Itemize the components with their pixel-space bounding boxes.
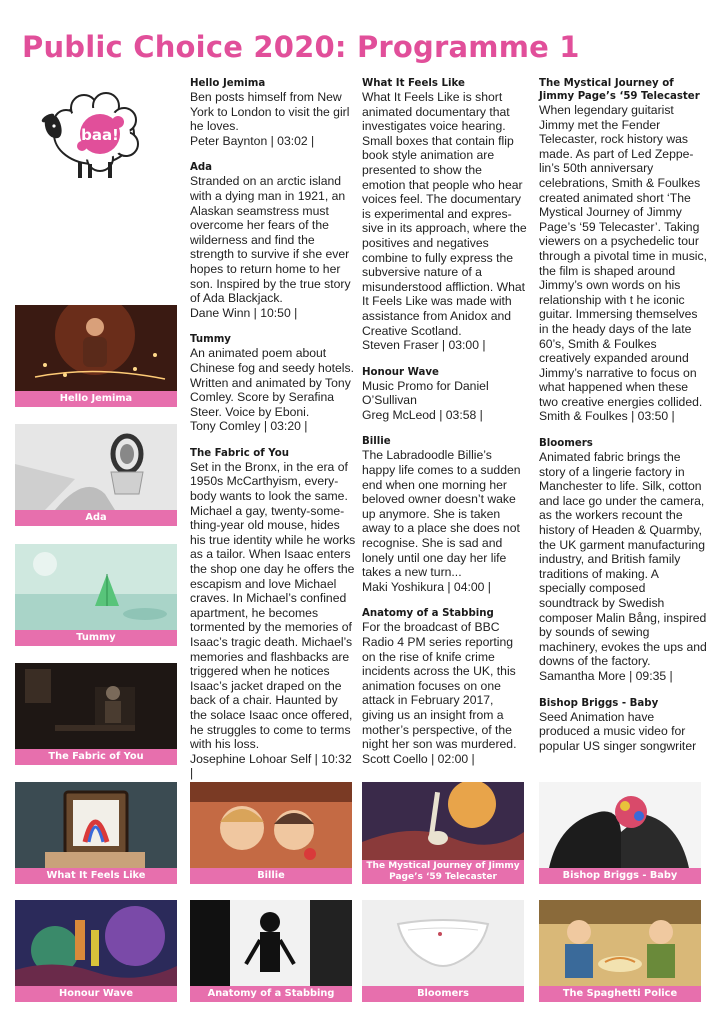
film-title: Bishop Briggs - Baby	[539, 697, 659, 709]
mystical-journey-image	[362, 782, 524, 868]
film-credit: Tony Comley | 03:20 |	[190, 419, 308, 434]
logo-text: baa!	[81, 126, 119, 144]
thumbnail-ada	[15, 424, 177, 526]
film-description: The Labradoodle Billie’s happy life comes to a sudden end when one morning her beloved owner doesn’t wake up anymore. She is taken away to a place she does not recognise. She is sad and lonely until one day her life takes a new turn...	[362, 448, 521, 580]
thumbnail-bloomers	[362, 900, 524, 1002]
film-description: Set in the Bronx, in the era of 1950s McCarthyism, every-body wants to look the same. Michael a gay, twenty-some-thing-year old mouse, hides his true identity while he works as a tailor. When Isaac enters the shop one day he offers the escapism and love Michael craves. In Michael’s confined apartment, he becomes tormented by the memories of Isaac’s tragic death. Michael’s memories and flashbacks are triggered when he notices Isaac’s jacket draped on the back of a chair. Haunted by the solace Isaac once offered, he struggles to come to terms with his loss.	[190, 459, 356, 752]
film-credit: Dane Winn | 10:50 |	[190, 305, 298, 320]
billie-image	[190, 782, 352, 868]
tummy-image	[15, 544, 177, 630]
thumbnail-fabric-of-you	[15, 663, 177, 765]
ada-image	[15, 424, 177, 510]
thumbnail-caption: The Mystical Journey of Jimmy Page’s ‘59 Telecaster	[362, 860, 524, 884]
film-title: Billie	[362, 436, 391, 448]
thumbnail-billie	[190, 782, 352, 884]
film-title: The Mystical Journey of Jimmy Page’s ‘59 Telecaster	[539, 78, 700, 102]
film-entry	[362, 366, 528, 423]
film-title: Bloomers	[539, 438, 593, 450]
hello-jemima-image	[15, 305, 177, 391]
spaghetti-police-image	[539, 900, 701, 986]
thumbnail-tummy	[15, 544, 177, 646]
film-credit: Scott Coello | 02:00 |	[362, 751, 475, 766]
thumbnail-what-it-feels-like	[15, 782, 177, 884]
thumbnail-caption: Tummy	[15, 630, 177, 646]
film-entry	[190, 161, 356, 320]
fabric-of-you-image	[15, 663, 177, 749]
film-description: For the broadcast of BBC Radio 4 PM series reporting on the rise of knife crime incidents across the UK, this animation focuses on one attack in February 2017, giving us an insight from a mother’s perspective, of the night her son was murdered.	[362, 620, 517, 752]
thumbnail-anatomy-of-a-stabbing	[190, 900, 352, 1002]
film-description: What It Feels Like is short animated documentary that investigates voice hearing. Small boxes that contain flip book style animation are presented to show the emotion that people who hear voices feel. The documentary is experimental and expres-sive in its approach, where the positives and negatives combine to fully express the subversive nature of a misunderstood affliction. What It Feels Like was made with assistance from Anidox and Creative Scotland.	[362, 90, 527, 338]
column-1	[190, 77, 356, 794]
thumbnail-honour-wave	[15, 900, 177, 1002]
page-title: Public Choice 2020: Programme 1	[22, 30, 580, 64]
film-description: When legendary guitarist Jimmy met the Fender Telecaster, rock history was made. As part of Led Zeppe-lin’s 50th anniversary celebrations, Smith & Foulkes created animated short ‘The Mystical Journey of Jimmy Page’s ‘59 Telecaster’. Taking viewers on a psychedelic tour through a pivotal time in music, the film is shaped around Jimmy’s own words on his relationship with t he iconic guitar. Immersing themselves in the heady days of the late 60’s, Smith & Foulkes creatively expanded around Jimmy’s narrative to focus on what happened when these two creative energies collided.	[539, 103, 707, 409]
film-entry	[362, 435, 528, 594]
film-title: Tummy	[190, 334, 231, 346]
thumbnail-mystical-journey	[362, 782, 524, 884]
bishop-briggs-image	[539, 782, 701, 868]
film-description: An animated poem about Chinese fog and seedy hotels. Written and animated by Tony Comley. Score by Serafina Steer. Voice by Eboni.	[190, 346, 354, 419]
film-credit: Samantha More | 09:35 |	[539, 668, 673, 683]
film-entry	[539, 437, 707, 684]
film-description: Music Promo for Daniel O’Sullivan	[362, 378, 489, 408]
film-description: Ben posts himself from New York to London to visit the girl he loves.	[190, 90, 350, 134]
film-title: Ada	[190, 162, 213, 174]
what-it-feels-like-image	[15, 782, 177, 868]
film-entry	[190, 77, 356, 148]
film-credit: Steven Fraser | 03:00 |	[362, 338, 486, 353]
film-entry	[362, 77, 528, 353]
film-entry	[539, 697, 707, 754]
film-title: Honour Wave	[362, 366, 439, 378]
film-description: Stranded on an arctic island with a dying man in 1921, an Alaskan seamstress must overcome her fears of the wilderness and find the strength to survive if she ever hopes to return home to her son. Inspired by the true story of Ada Blackjack.	[190, 174, 351, 306]
film-credit: Smith & Foulkes | 03:50 |	[539, 409, 675, 424]
thumbnail-caption: Ada	[15, 510, 177, 526]
thumbnail-caption: The Fabric of You	[15, 749, 177, 765]
bloomers-image	[362, 900, 524, 986]
film-description: Animated fabric brings the story of a lingerie factory in Manchester to life. Silk, cotton and lace go under the camera, as the workers recount the history of Headen & Quarmby, the UK garment manufacturing industry, and British family traditions of making. A specially composed soundtrack by Swedish composer Malin Bång, inspired by sounds of sewing machinery, evokes the ups and downs of the factory.	[539, 450, 707, 669]
film-credit: Greg McLeod | 03:58 |	[362, 407, 483, 422]
thumbnail-caption: Billie	[190, 868, 352, 884]
honour-wave-image	[15, 900, 177, 986]
film-title: The Fabric of You	[190, 447, 289, 459]
film-credit: Josephine Lohoar Self | 10:32 |	[190, 751, 352, 781]
film-entry	[362, 607, 528, 766]
film-entry	[190, 447, 356, 781]
thumbnail-caption: Honour Wave	[15, 986, 177, 1002]
thumbnail-caption: Hello Jemima	[15, 391, 177, 407]
thumbnail-bishop-briggs	[539, 782, 701, 884]
column-2	[362, 77, 528, 779]
film-entry	[190, 333, 356, 434]
film-title: What It Feels Like	[362, 78, 465, 89]
film-credit: Peter Baynton | 03:02 |	[190, 133, 315, 148]
thumbnail-spaghetti-police	[539, 900, 701, 1002]
anatomy-of-a-stabbing-image	[190, 900, 352, 986]
thumbnail-caption: Bloomers	[362, 986, 524, 1002]
baa-logo	[38, 86, 148, 182]
film-description: Seed Animation have produced a music video for popular US singer songwriter	[539, 709, 697, 753]
film-entry	[539, 77, 707, 424]
film-title: Hello Jemima	[190, 78, 266, 89]
thumbnail-caption: Anatomy of a Stabbing	[190, 986, 352, 1002]
column-3	[539, 77, 707, 766]
thumbnail-caption: What It Feels Like	[15, 868, 177, 884]
film-title: Anatomy of a Stabbing	[362, 608, 494, 620]
film-credit: Maki Yoshikura | 04:00 |	[362, 579, 491, 594]
thumbnail-caption: Bishop Briggs - Baby	[539, 868, 701, 884]
thumbnail-caption: The Spaghetti Police	[539, 986, 701, 1002]
thumbnail-hello-jemima	[15, 305, 177, 407]
